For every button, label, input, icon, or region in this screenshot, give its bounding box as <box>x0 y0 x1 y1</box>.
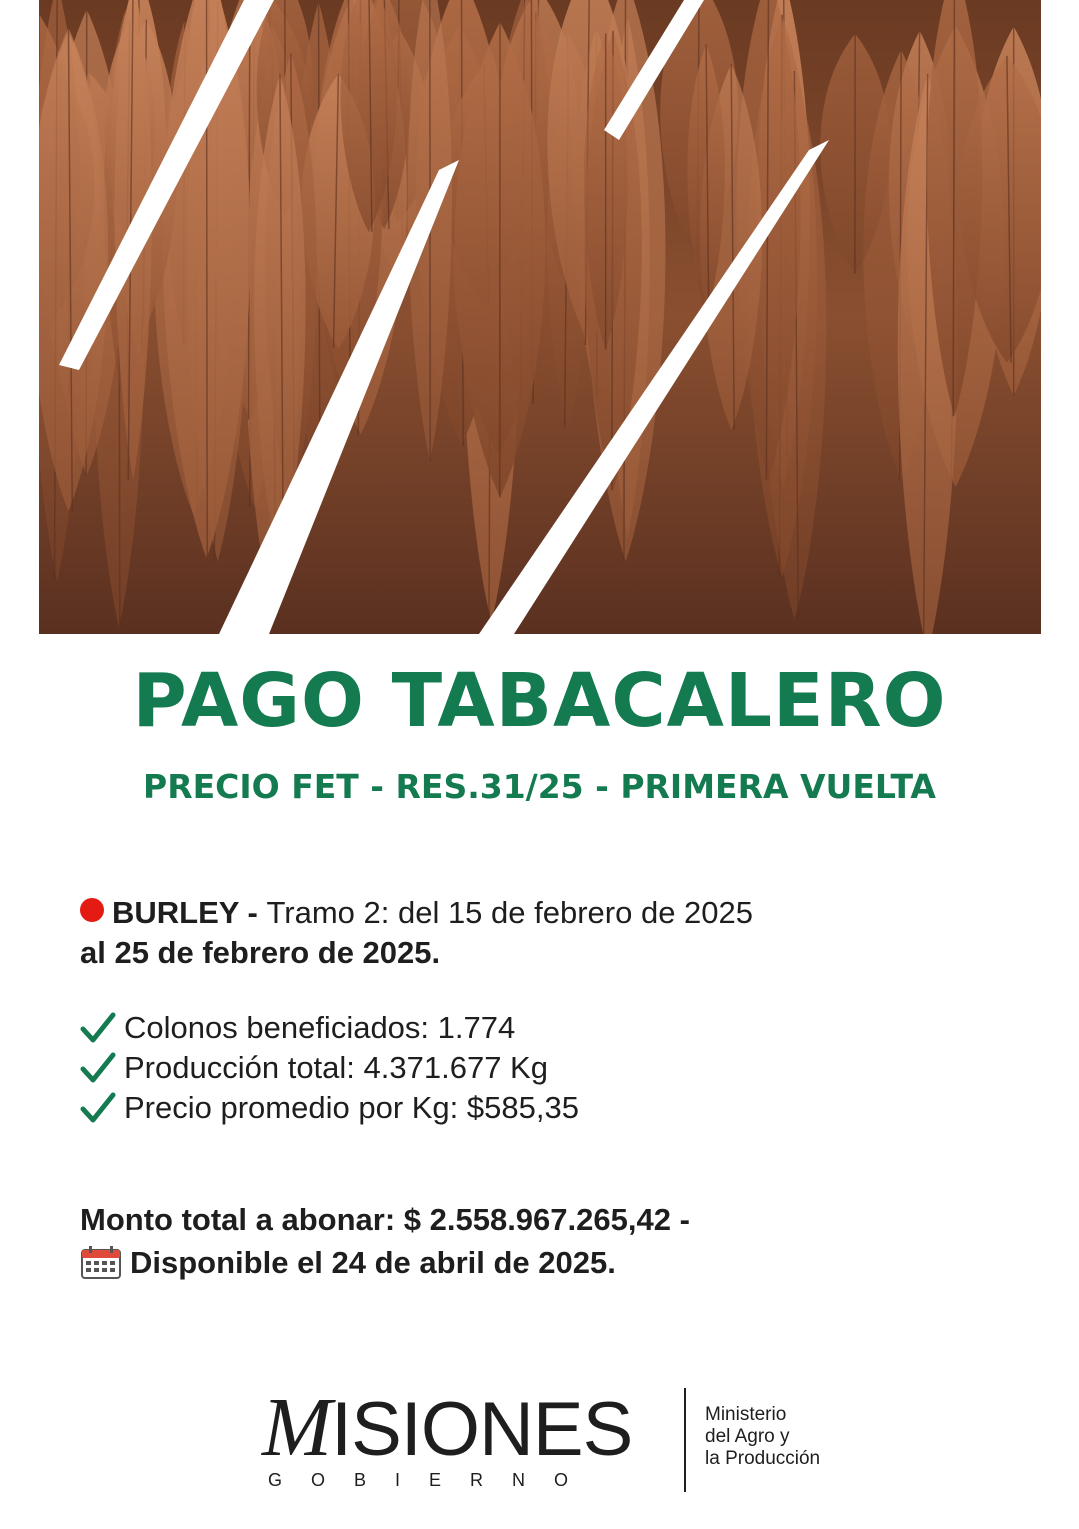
burley-tramo-line1: Tramo 2: del 15 de febrero de 2025 <box>266 895 754 930</box>
check-mark-icon <box>80 1091 116 1125</box>
burley-section <box>80 893 980 973</box>
ministerio-line2: del Agro y <box>705 1426 790 1447</box>
stats-list <box>80 1008 980 1128</box>
burley-label: BURLEY <box>112 895 239 930</box>
burley-tramo-line2: al 25 de febrero de 2025. <box>80 935 441 970</box>
gobierno-label: GOBIERNO <box>268 1470 598 1490</box>
hero-image <box>39 0 1041 634</box>
burley-separator: - <box>238 895 267 930</box>
list-item <box>80 1088 980 1128</box>
stat-colonos: Colonos beneficiados: 1.774 <box>124 1010 516 1045</box>
list-item <box>80 1008 980 1048</box>
list-item <box>80 1048 980 1088</box>
stat-produccion: Producción total: 4.371.677 Kg <box>124 1050 548 1085</box>
ministerio-line1: Ministerio <box>705 1404 787 1425</box>
stat-precio: Precio promedio por Kg: $585,35 <box>124 1090 579 1125</box>
red-circle-icon <box>80 898 104 922</box>
total-amount: Monto total a abonar: $ 2.558.967.265,42 - <box>80 1202 690 1237</box>
ministerio-line3: la Producción <box>705 1448 821 1469</box>
check-mark-icon <box>80 1011 116 1045</box>
footer-divider <box>684 1388 686 1492</box>
calendar-icon <box>80 1245 122 1279</box>
footer-logo <box>0 1380 1079 1500</box>
total-section <box>80 1198 980 1284</box>
tobacco-leaves-illustration <box>39 0 1041 634</box>
check-mark-icon <box>80 1051 116 1085</box>
misiones-logo: MISIONES <box>262 1381 633 1474</box>
page-title: PAGO TABACALERO <box>132 658 947 744</box>
page-subtitle: PRECIO FET - RES.31/25 - PRIMERA VUELTA <box>143 767 936 806</box>
ministerio-label <box>705 1404 820 1470</box>
available-date: Disponible el 24 de abril de 2025. <box>130 1245 616 1280</box>
